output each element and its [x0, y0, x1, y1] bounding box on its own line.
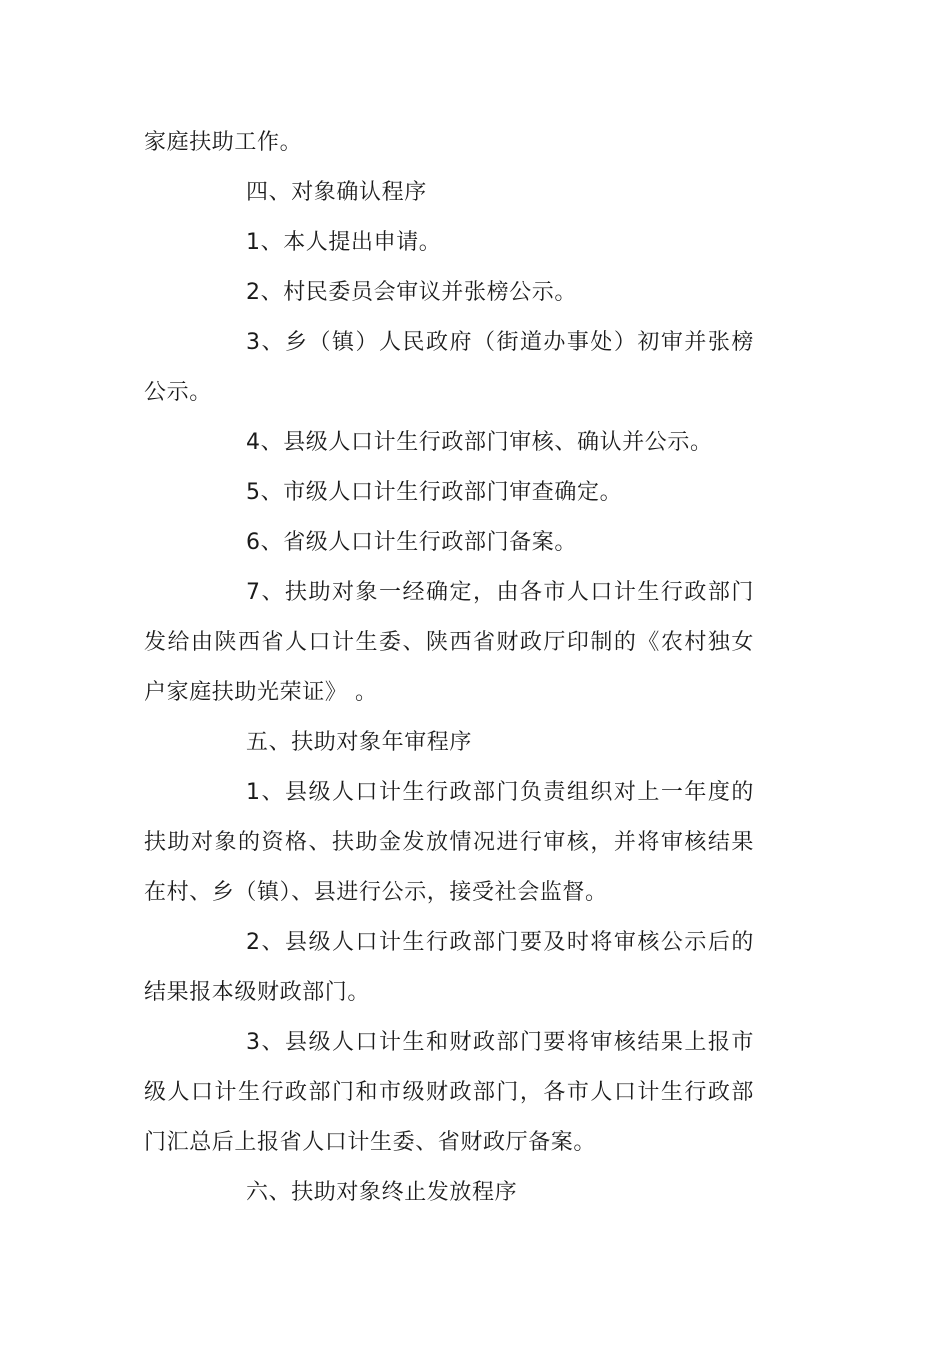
paragraph-review-3: 3、县级人口计生和财政部门要将审核结果上报市级人口计生行政部门和市级财政部门，各市人口计生行政部门汇总后上报省人口计生委、省财政厅备案。 [144, 1030, 754, 1155]
paragraph-review-1: 1、县级人口计生行政部门负责组织对上一年度的扶助对象的资格、扶助金发放情况进行审核，并将审核结果在村、乡（镇）、县进行公示，接受社会监督。 [144, 780, 754, 905]
document-body [144, 118, 754, 1218]
paragraph-review-2: 2、县级人口计生行政部门要及时将审核公示后的结果报本级财政部门。 [144, 930, 754, 1005]
paragraph-item-5: 5、市级人口计生行政部门审查确定。 [246, 480, 623, 505]
paragraph-item-4: 4、县级人口计生行政部门审核、确认并公示。 [246, 430, 713, 455]
paragraph-item-2: 2、村民委员会审议并张榜公示。 [246, 280, 577, 305]
paragraph-item-6: 6、省级人口计生行政部门备案。 [246, 530, 577, 555]
section-heading-6: 六、扶助对象终止发放程序 [246, 1180, 518, 1205]
paragraph-item-7: 7、扶助对象一经确定，由各市人口计生行政部门发给由陕西省人口计生委、陕西省财政厅印制的《农村独女户家庭扶助光荣证》 。 [144, 580, 754, 705]
section-heading-4: 四、对象确认程序 [246, 180, 427, 205]
paragraph-continuation: 家庭扶助工作。 [144, 130, 303, 155]
paragraph-item-1: 1、本人提出申请。 [246, 230, 442, 255]
paragraph-item-3: 3、乡（镇）人民政府（街道办事处）初审并张榜公示。 [144, 330, 754, 405]
section-heading-5: 五、扶助对象年审程序 [246, 730, 473, 755]
